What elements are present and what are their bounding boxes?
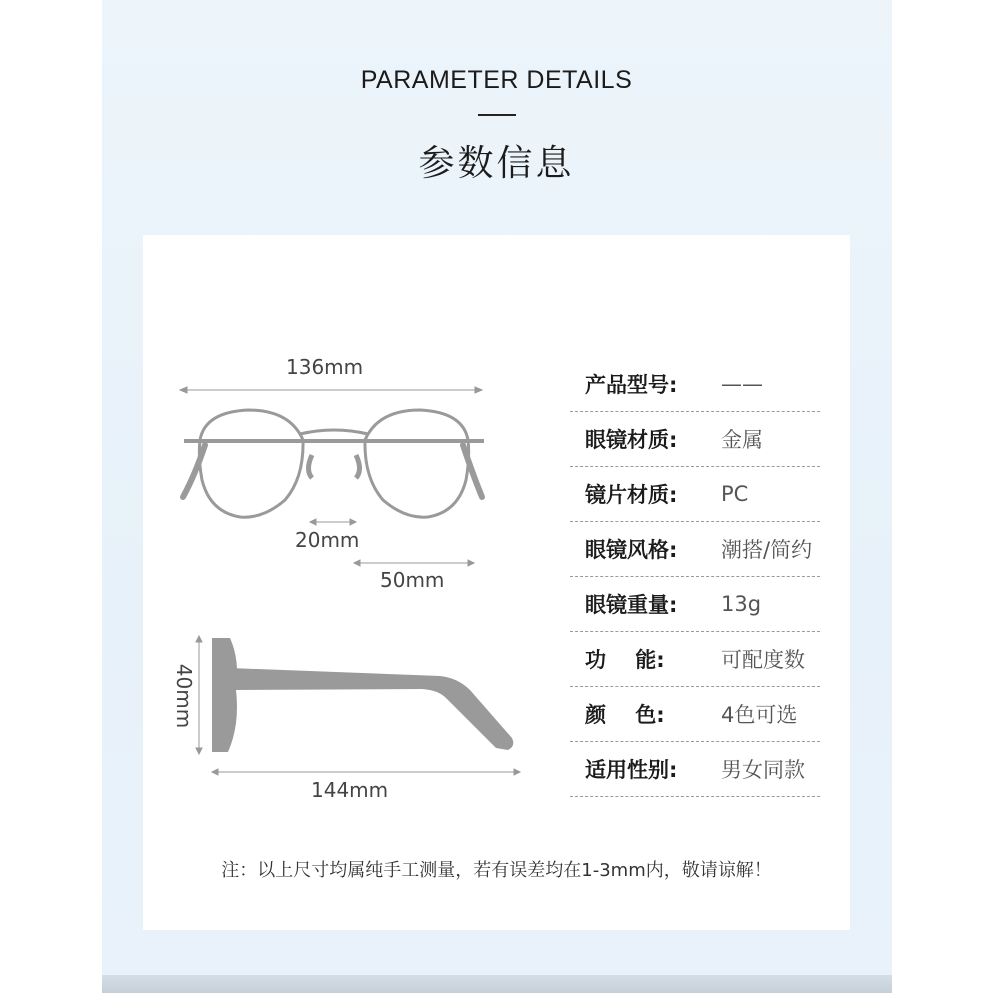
spec-label: 适用性别: bbox=[585, 758, 678, 782]
measurement-note: 注：以上尺寸均属纯手工测量，若有误差均在1-3mm内，敬请谅解！ bbox=[221, 860, 772, 881]
dimension-arrow-lens-width bbox=[354, 560, 474, 566]
spec-value: —— bbox=[721, 372, 763, 396]
spec-row-frame-material bbox=[570, 412, 820, 467]
dim-total-width-label: 136mm bbox=[286, 355, 364, 379]
spec-value: 金属 bbox=[721, 428, 763, 452]
dimension-arrow-lens-height bbox=[196, 636, 202, 754]
page-title-cn: 参数信息 bbox=[418, 143, 575, 184]
dim-bridge-label: 20mm bbox=[295, 528, 360, 552]
page-title-en: PARAMETER DETAILS bbox=[360, 66, 633, 94]
spec-row-function bbox=[570, 632, 820, 687]
spec-value: 男女同款 bbox=[721, 758, 805, 782]
spec-row-gender bbox=[570, 742, 820, 797]
dimension-arrow-temple-length bbox=[212, 769, 520, 775]
spec-label: 镜片材质: bbox=[585, 483, 678, 507]
spec-row-model bbox=[570, 357, 820, 412]
spec-label: 眼镜风格: bbox=[585, 538, 678, 562]
dim-lens-width-label: 50mm bbox=[380, 568, 445, 592]
spec-table bbox=[570, 357, 820, 797]
spec-value: 13g bbox=[721, 592, 762, 616]
glasses-front-icon bbox=[183, 410, 484, 517]
spec-row-color bbox=[570, 687, 820, 742]
dim-lens-height-label: 40mm bbox=[172, 663, 197, 729]
spec-value: 潮搭/简约 bbox=[721, 538, 813, 562]
spec-value: 4色可选 bbox=[721, 703, 798, 727]
spec-label: 功 能: bbox=[585, 648, 665, 672]
spec-row-weight bbox=[570, 577, 820, 632]
spec-label: 眼镜重量: bbox=[585, 593, 678, 617]
dimension-arrow-bridge bbox=[310, 519, 356, 525]
glasses-side-icon bbox=[212, 638, 513, 752]
dim-temple-length-label: 144mm bbox=[311, 778, 389, 802]
spec-label: 颜 色: bbox=[585, 703, 665, 727]
spec-row-lens-material bbox=[570, 467, 820, 522]
dimension-arrow-total-width bbox=[180, 387, 482, 393]
spec-value: PC bbox=[721, 482, 749, 506]
spec-value: 可配度数 bbox=[721, 648, 805, 672]
spec-label: 眼镜材质: bbox=[585, 428, 678, 452]
spec-label: 产品型号: bbox=[585, 373, 678, 397]
spec-row-style bbox=[570, 522, 820, 577]
